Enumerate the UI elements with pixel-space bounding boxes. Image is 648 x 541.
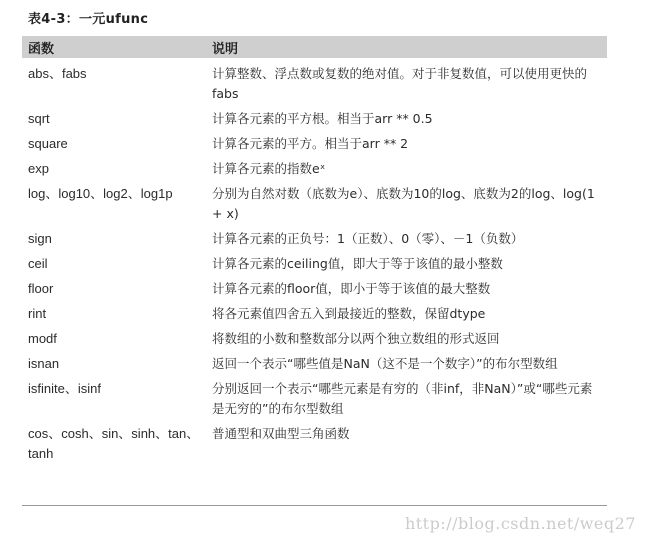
function-description: 返回一个表示“哪些值是NaN（这不是一个数字）”的布尔型数组: [212, 356, 558, 371]
function-name: abs、fabs: [28, 66, 87, 81]
table-row: [22, 229, 607, 249]
function-description: 计算各元素的指数eˣ: [212, 161, 326, 176]
table-bottom-rule: [22, 505, 607, 506]
function-name: exp: [28, 161, 49, 176]
table-row: [22, 159, 607, 179]
function-description: 将数组的小数和整数部分以两个独立数组的形式返回: [212, 331, 500, 346]
function-name: floor: [28, 281, 54, 296]
function-name: square: [28, 136, 68, 151]
table-row: [22, 109, 607, 129]
function-description: 分别返回一个表示“哪些元素是有穷的（非inf，非NaN）”或“哪些元素是无穷的”的布尔型数组: [212, 381, 593, 416]
header-description: 说明: [212, 41, 239, 57]
function-description: 计算整数、浮点数或复数的绝对值。对于非复数值，可以使用更快的fabs: [212, 66, 588, 101]
function-description: 计算各元素的平方根。相当于arr ** 0.5: [212, 111, 433, 126]
function-description: 计算各元素的ceiling值，即大于等于该值的最小整数: [212, 256, 503, 271]
table-row: [22, 379, 607, 419]
table-row: [22, 254, 607, 274]
function-name: log、log10、log2、log1p: [28, 186, 173, 201]
table-row: [22, 184, 607, 224]
header-function: 函数: [28, 41, 55, 57]
function-name: sign: [28, 231, 52, 246]
table-row: [22, 354, 607, 374]
function-description: 普通型和双曲型三角函数: [212, 426, 350, 441]
function-description: 计算各元素的平方。相当于arr ** 2: [212, 136, 409, 151]
table-row: [22, 279, 607, 299]
function-name: ceil: [28, 256, 48, 271]
table-row: [22, 134, 607, 154]
function-name: isfinite、isinf: [28, 381, 101, 396]
function-name: sqrt: [28, 111, 50, 126]
function-name: isnan: [28, 356, 60, 371]
function-name: modf: [28, 331, 57, 346]
table-header-row: [22, 36, 607, 58]
table-caption: 表4-3：一元ufunc: [28, 12, 149, 27]
function-name: cos、cosh、sin、sinh、tan、tanh: [28, 426, 200, 461]
table-row: [22, 64, 607, 104]
function-name: rint: [28, 306, 47, 321]
function-description: 将各元素值四舍五入到最接近的整数，保留dtype: [212, 306, 486, 321]
function-description: 计算各元素的floor值，即小于等于该值的最大整数: [212, 281, 491, 296]
table-row: [22, 329, 607, 349]
ufunc-table: [22, 36, 607, 469]
table-row: [22, 304, 607, 324]
table-body: [22, 58, 607, 464]
watermark: http://blog.csdn.net/weq27: [404, 514, 636, 533]
table-row: [22, 424, 607, 464]
function-description: 计算各元素的正负号：1（正数）、0（零）、－1（负数）: [212, 231, 524, 246]
function-description: 分别为自然对数（底数为e）、底数为10的log、底数为2的log、log(1 + x): [212, 186, 595, 221]
